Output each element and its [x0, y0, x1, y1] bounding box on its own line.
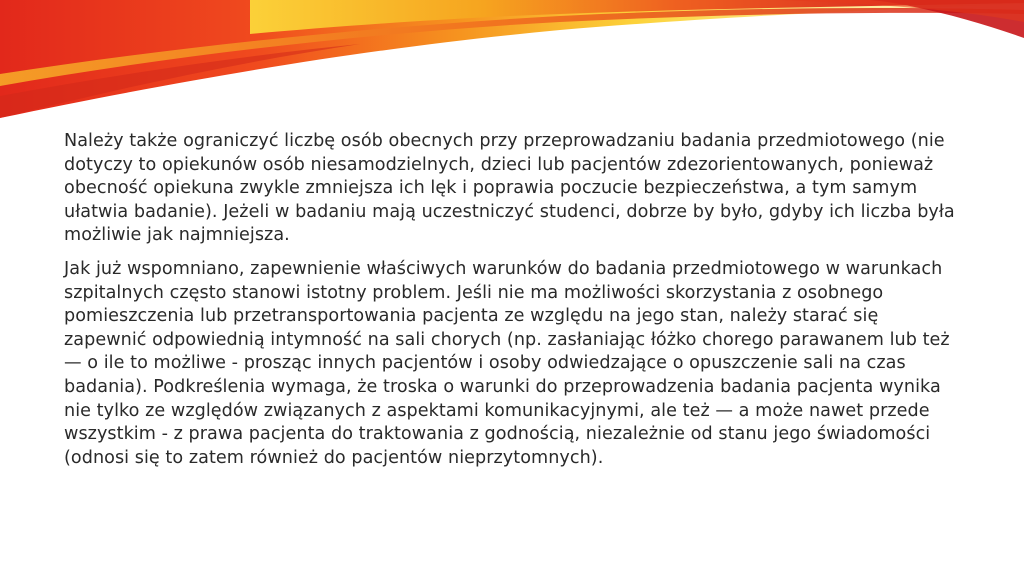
paragraph-2: Jak już wspomniano, zapewnienie właściwych warunków do badania przedmiotowego w warunkach szpitalnych często stanowi istotny problem. Jeśli nie ma możliwości skorzystania z osobnego pomieszczenia lub przetransportowania pacjenta ze względu na jego stan, należy starać się zapewnić odpowiednią intymność na sali chorych (np. zasłaniając łóżko chorego parawanem lub też — o ile to możliwe - prosząc innych pacjentów i osoby odwiedzające o opuszczenie sali na czas badania). Podkreślenia wymaga, że troska o warunki do przeprowadzenia badania pacjenta wynika nie tylko ze względów związanych z aspektami komunikacyjnymi, ale też — a może nawet przede wszystkim - z prawa pacjenta do traktowania z godnością, niezależnie od stanu jego świadomości (odnosi się to zatem również do pacjentów nieprzytomnych).	[64, 258, 950, 468]
slide-body-text	[64, 130, 964, 480]
paragraph-1: Należy także ograniczyć liczbę osób obecnych przy przeprowadzaniu badania przedmiotowego (nie dotyczy to opiekunów osób niesamodzielnych, dzieci lub pacjentów zdezorientowanych, ponieważ obecność opiekuna zwykle zmniejsza ich lęk i poprawia poczucie bezpieczeństwa, a tym samym ułatwia badanie). Jeżeli w badaniu mają uczestniczyć studenci, dobrze by było, gdyby ich liczba była możliwie jak najmniejsza.	[64, 131, 955, 246]
decorative-wave-banner	[0, 0, 1024, 120]
